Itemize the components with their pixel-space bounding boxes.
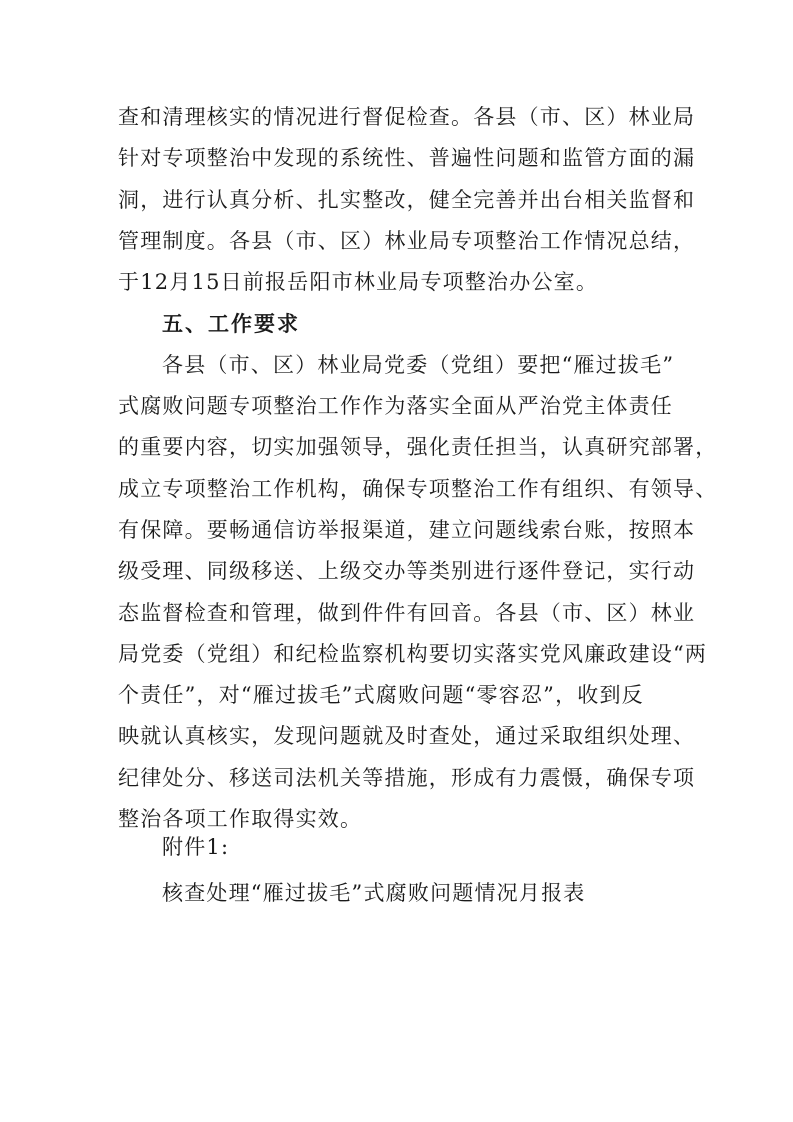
attachment-label: 附件1: <box>162 835 230 859</box>
document-body <box>118 97 718 840</box>
paragraph-line: 映就认真核实，发现问题就及时查处，通过采取组织处理、 <box>118 724 696 749</box>
paragraph-line: 查和清理核实的情况进行督促检查。各县（市、区）林业局 <box>118 105 696 129</box>
paragraph-line: 各县（市、区）林业局党委（党组）要把“雁过拔毛” <box>162 352 675 377</box>
section-heading: 五、工作要求 <box>162 311 300 337</box>
attachment-title: 核查处理“雁过拔毛”式腐败问题情况月报表 <box>162 881 586 905</box>
paragraph-line: 式腐败问题专项整治工作作为落实全面从严治党主体责任 <box>118 394 673 419</box>
paragraph-line: 纪律处分、移送司法机关等措施，形成有力震慑，确保专项 <box>118 765 696 790</box>
paragraph-line: 整治各项工作取得实效。 <box>118 807 363 832</box>
paragraph-line: 于12月15日前报岳阳市林业局专项整治办公室。 <box>118 270 599 295</box>
paragraph-line: 洞，进行认真分析、扎实整改，健全完善并出台相关监督和 <box>118 187 696 212</box>
paragraph-line: 成立专项整治工作机构，确保专项整治工作有组织、有领导、 <box>118 476 718 501</box>
paragraph-line: 级受理、同级移送、上级交办等类别进行逐件登记，实行动 <box>118 559 696 584</box>
paragraph-line: 局党委（党组）和纪检监察机构要切实落实党风廉政建设“两 <box>118 641 708 666</box>
attachment-block <box>162 824 585 916</box>
paragraph-line: 针对专项整治中发现的系统性、普遍性问题和监管方面的漏 <box>118 146 696 171</box>
paragraph-line: 的重要内容，切实加强领导，强化责任担当，认真研究部署， <box>118 435 718 460</box>
paragraph-line: 有保障。要畅通信访举报渠道，建立问题线索台账，按照本 <box>118 517 696 542</box>
paragraph-line: 态监督检查和管理，做到件件有回音。各县（市、区）林业 <box>118 600 696 625</box>
paragraph-line: 个责任”，对“雁过拔毛”式腐败问题“零容忍”，收到反 <box>118 683 644 708</box>
paragraph-line: 管理制度。各县（市、区）林业局专项整治工作情况总结， <box>118 228 696 253</box>
